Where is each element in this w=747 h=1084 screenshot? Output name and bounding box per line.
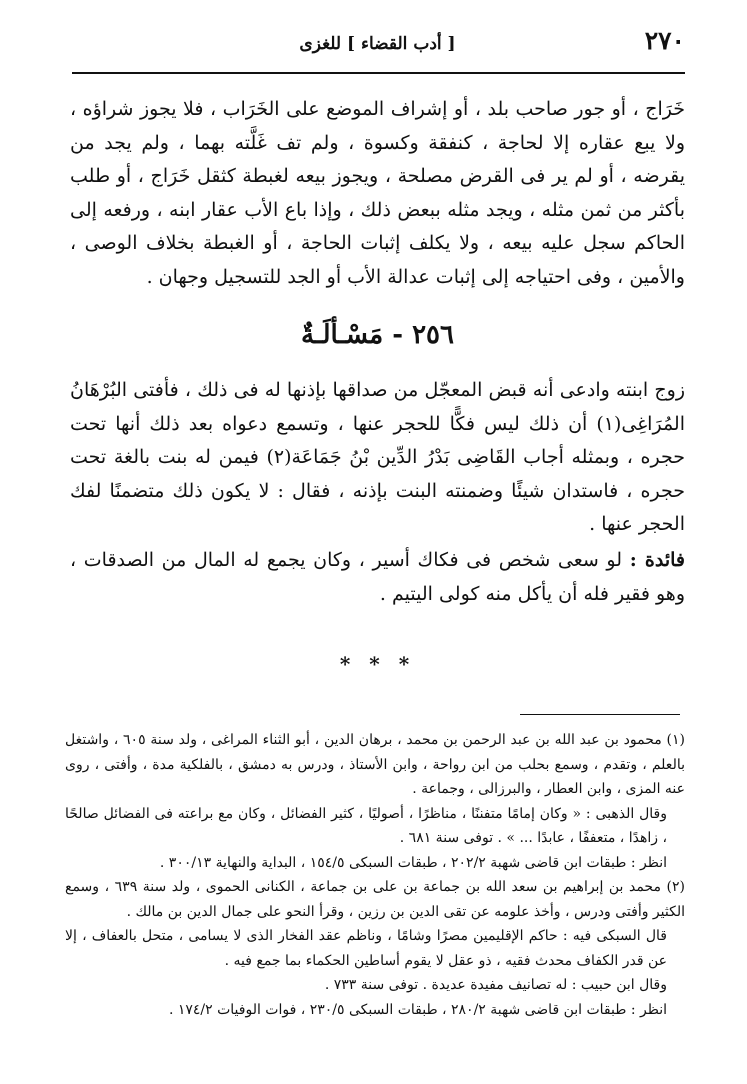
header-divider	[72, 72, 685, 74]
footnote-divider	[520, 714, 680, 715]
footnote-1: (١) محمود بن عبد الله بن عبد الرحمن بن محمد ، برهان الدين ، أبو الثناء المراغى ، ولد سنة ٦٠٥ ، واشتغل بالعلم ، وتقدم ، وسمع بحلب من ابن رواحة ، وابن الأستاذ ، ودرس به دمشق ، بالفلكية مدة ، وأفتى ، روى عنه المزى ، وابن العطار ، والبرزالى ، وجماعة .	[65, 732, 685, 797]
footnote-1-quote: وقال الذهبى : « وكان إمامًا متفننًا ، مناظرًا ، أصوليًا ، كثير الفضائل ، وكان مع براعته فى الفضائل صالحًا ، زاهدًا ، متعففًا ، عابدًا ... » . توفى سنة ٦٨١ .	[65, 805, 667, 846]
footnotes	[65, 728, 685, 1022]
paragraph-text	[70, 544, 685, 611]
running-title: [ أدب القضاء ] للغزى	[299, 34, 456, 54]
paragraph-text: خَرَاج ، أو جور صاحب بلد ، أو إشراف الموضع على الخَرَاب ، فلا يجوز شراؤه ، ولا يبع عقاره إلا لحاجة ، كنفقة وكسوة ، ولم تف غَلَّته بهما ، ولم يجد من يقرضه ، أو لم ير فى القرض مصلحة ، ويجوز بيعه لغبطة كثقل خَرَاج ، أو طلب بأكثر من ثمن مثله ، ويجد مثله ببعض ذلك ، وإذا باع الأب عقار ابنه ، ورفعه إلى الحاكم سجل عليه بيعه ، ولا يكلف إثبات الحاجة ، أو الغبطة بخلاف الوصى ، والأمين ، وفى احتياجه إلى إثبات عدالة الأب أو الجد للتسجيل وجهان .	[70, 98, 685, 288]
page-header	[70, 26, 685, 62]
footnote-2-quote: قال السبكى فيه : حاكم الإقليمين مصرًا وشامًا ، وناظم عقد الفخار الذى لا يسامى ، متحل بالعفاف ، إلا عن قدر الكفاف محدث فقيه ، ذو عقل لا يقوم أساطين الحكماء بما جمع فيه .	[65, 928, 667, 969]
benefit-paragraph	[70, 544, 685, 611]
footnote-2-references: انظر : طبقات ابن قاضى شهبة ٢٨٠/٢ ، طبقات السبكى ٢٣٠/٥ ، فوات الوفيات ١٧٤/٢ .	[168, 1001, 667, 1018]
benefit-label: فائدة :	[629, 549, 686, 571]
body-paragraph-2	[70, 374, 685, 542]
page-number: ٢٧٠	[644, 26, 685, 55]
body-paragraph-1	[70, 93, 685, 294]
paragraph-text: زوج ابنته وادعى أنه قبض المعجّل من صداقها بإذنها له فى ذلك ، فأفتى البُرْهَانُ المُرَاغِى(١) أن ذلك ليس فكًّا للحجر عنها ، وتسمع دعواه بعد ذلك أنها تحت حجره ، وبمثله أجاب القَاضِى بَدْرُ الدِّين بْنُ جَمَاعَة(٢) فيمن له بنت بالغة تحت حجره ، فاستدان شيئًا وضمنته البنت بإذنه ، فقال : لا يكون ذلك متضمنًا لفك الحجر عنها .	[70, 379, 685, 535]
benefit-text: لو سعى شخص فى فكاك أسير ، وكان يجمع له المال من الصدقات ، وهو فقير فله أن يأكل منه كولى اليتيم .	[70, 549, 685, 605]
footnote-1-references: انظر : طبقات ابن قاضى شهبة ٢٠٢/٢ ، طبقات السبكى ١٥٤/٥ ، البداية والنهاية ٣٠٠/١٣ .	[159, 854, 667, 871]
section-separator: * * *	[339, 652, 416, 676]
issue-heading: ٢٥٦ - مَسْـألَـةٌ	[301, 320, 454, 350]
footnote-2-note: وقال ابن حبيب : له تصانيف مفيدة عديدة . توفى سنة ٧٣٣ .	[324, 977, 667, 993]
footnote-2: (٢) محمد بن إبراهيم بن سعد الله بن جماعة بن على بن جماعة ، الكنانى الحموى ، ولد سنة ٦٣٩ ، وسمع الكثير وأفتى ودرس ، وأخذ علومه عن تقى الدين بن رزين ، وقرأ النحو على جمال الدين بن مالك .	[65, 879, 685, 920]
